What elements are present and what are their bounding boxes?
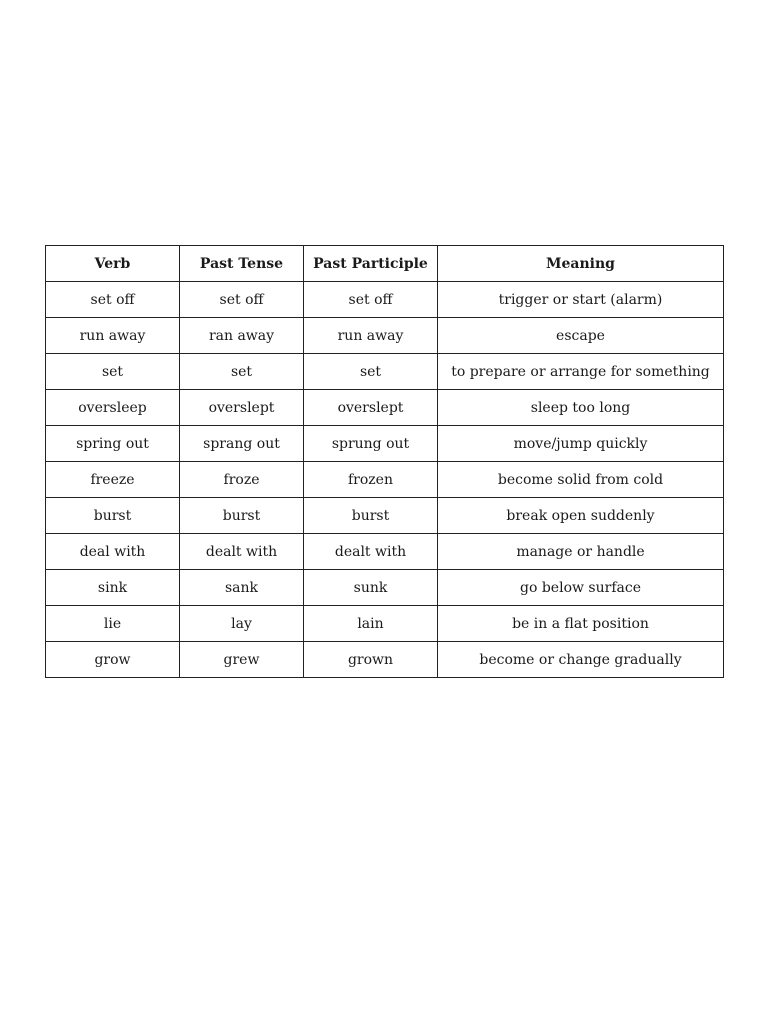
past-tense-cell: ran away [180, 318, 304, 354]
table-row [46, 498, 724, 534]
past-tense-cell: set off [180, 282, 304, 318]
meaning-cell: be in a flat position [438, 606, 724, 642]
header-row [46, 246, 724, 282]
verb-cell: set [46, 354, 180, 390]
past-participle-cell: burst [304, 498, 438, 534]
verb-table [45, 245, 724, 678]
header-past-tense: Past Tense [180, 246, 304, 282]
meaning-cell: move/jump quickly [438, 426, 724, 462]
table-row [46, 462, 724, 498]
verb-cell: grow [46, 642, 180, 678]
verb-cell: set off [46, 282, 180, 318]
table-row [46, 318, 724, 354]
table-row [46, 534, 724, 570]
table-row [46, 390, 724, 426]
verb-cell: sink [46, 570, 180, 606]
past-tense-cell: sank [180, 570, 304, 606]
past-tense-cell: froze [180, 462, 304, 498]
header-verb: Verb [46, 246, 180, 282]
meaning-cell: break open suddenly [438, 498, 724, 534]
past-participle-cell: frozen [304, 462, 438, 498]
meaning-cell: trigger or start (alarm) [438, 282, 724, 318]
past-participle-cell: set [304, 354, 438, 390]
past-participle-cell: dealt with [304, 534, 438, 570]
meaning-cell: become or change gradually [438, 642, 724, 678]
past-participle-cell: lain [304, 606, 438, 642]
meaning-cell: become solid from cold [438, 462, 724, 498]
meaning-cell: manage or handle [438, 534, 724, 570]
past-tense-cell: dealt with [180, 534, 304, 570]
past-tense-cell: overslept [180, 390, 304, 426]
meaning-cell: go below surface [438, 570, 724, 606]
past-participle-cell: sunk [304, 570, 438, 606]
past-tense-cell: lay [180, 606, 304, 642]
table-header [46, 246, 724, 282]
past-tense-cell: burst [180, 498, 304, 534]
verb-cell: burst [46, 498, 180, 534]
past-tense-cell: grew [180, 642, 304, 678]
verb-cell: freeze [46, 462, 180, 498]
meaning-cell: sleep too long [438, 390, 724, 426]
header-meaning: Meaning [438, 246, 724, 282]
meaning-cell: to prepare or arrange for something [438, 354, 724, 390]
verb-cell: oversleep [46, 390, 180, 426]
table-row [46, 426, 724, 462]
past-participle-cell: set off [304, 282, 438, 318]
past-tense-cell: sprang out [180, 426, 304, 462]
meaning-cell: escape [438, 318, 724, 354]
table-row [46, 282, 724, 318]
table-row [46, 570, 724, 606]
past-participle-cell: overslept [304, 390, 438, 426]
header-past-participle: Past Participle [304, 246, 438, 282]
table-row [46, 606, 724, 642]
past-tense-cell: set [180, 354, 304, 390]
verb-cell: spring out [46, 426, 180, 462]
verb-cell: run away [46, 318, 180, 354]
table-row [46, 354, 724, 390]
table-body [46, 282, 724, 678]
table-row [46, 642, 724, 678]
verb-cell: deal with [46, 534, 180, 570]
past-participle-cell: grown [304, 642, 438, 678]
past-participle-cell: run away [304, 318, 438, 354]
verb-cell: lie [46, 606, 180, 642]
past-participle-cell: sprung out [304, 426, 438, 462]
